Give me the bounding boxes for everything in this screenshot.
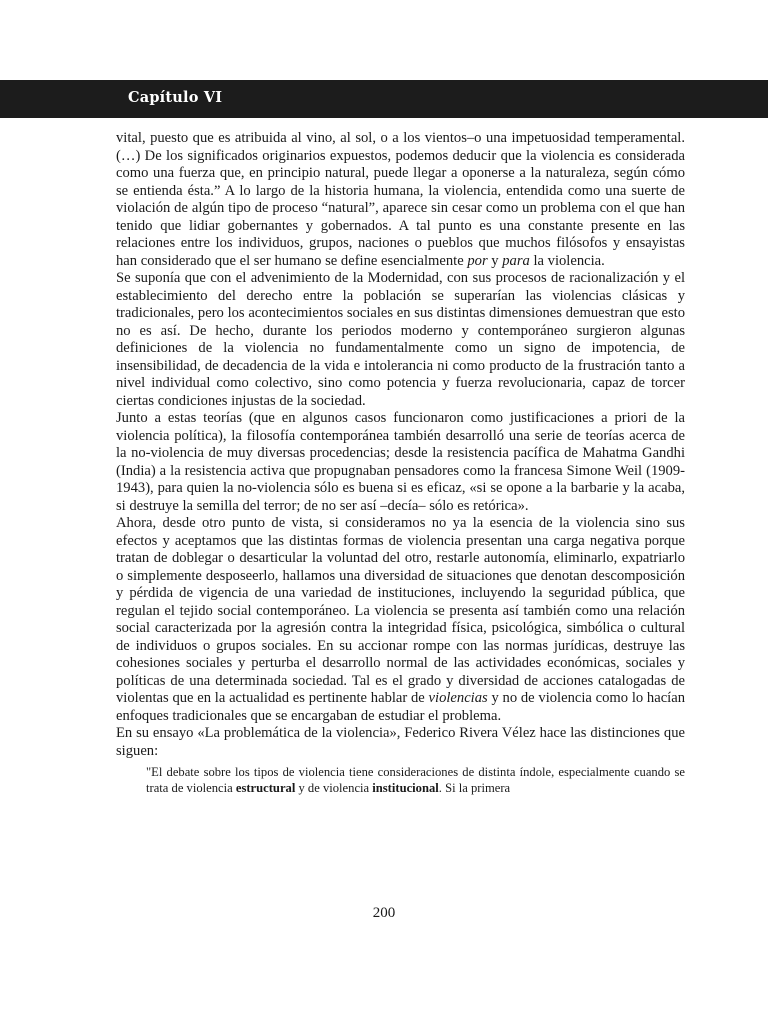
paragraph-3: Junto a estas teorías (que en algunos casos funcionaron como justificaciones a priori de la violencia política), la filosofía contemporánea también desarrolló una serie de teorías acerca de la no-violencia de muy diversas procedencias; desde la resistencia pacífica de Mahatma Gandhi (India) a la resistencia activa que propugnaban pensadores como la francesa Simone Weil (1909-1943), para quien la no-violencia sólo es buena si es eficaz, «si se opone a la barbarie y la acaba, si destruye la semilla del terror; de no ser así –decía– sólo es retórica». bbox=[116, 410, 685, 514]
chapter-title: Capítulo VI bbox=[128, 89, 223, 106]
paragraph-2: Se suponía que con el advenimiento de la Modernidad, con sus procesos de racionalización y el establecimiento del derecho entre la población se superarían las violencias clásicas y tradicionales, pero los acontecimientos sociales en sus distintas dimensiones demuestran que esto no es así. De hecho, durante los periodos moderno y contemporáneo surgieron algunas definiciones de la violencia no fundamentalmente como un signo de impotencia, de insensibilidad, de decadencia de la vida e intolerancia ni como producto de la frustración tanto a nivel individual como colectivo, sino como potencia y fuerza revolucionaria, capaz de torcer ciertas condiciones injustas de la sociedad. bbox=[116, 270, 685, 409]
emphasis-para: para bbox=[502, 252, 530, 269]
quote-bold-estructural: estructural bbox=[235, 781, 296, 795]
page-body bbox=[116, 130, 685, 796]
paragraph-1-text-b: y bbox=[491, 252, 499, 269]
paragraph-4-text-a: Ahora, desde otro punto de vista, si consideramos no ya la esencia de la violencia sino sus efectos y aceptamos que las distintas formas de violencia presentan una carga negativa porque tratan de doblegar o desarticular la voluntad del otro, restarle autonomía, eliminarlo, expatriarlo o simplemente desposeerlo, hallamos una diversidad de situaciones que denotan descomposición y pérdida de vigencia de una variedad de instituciones, incluyendo la seguridad pública, que regulan el tejido social contemporáneo. La violencia se presenta así también como una relación social caracterizada por la agresión contra la integridad física, psicológica, simbólica o cultural de individuos o grupos sociales. En su accionar rompe con las normas jurídicas, destruye las cohesiones sociales y perturba el desarrollo normal de las actividades económicas, sociales y políticas de una determinada sociedad. Tal es el grado y diversidad de acciones catalogadas de violentas que en la actualidad es pertinente hablar de bbox=[116, 515, 685, 706]
paragraph-5: En su ensayo «La problemática de la violencia», Federico Rivera Vélez hace las distinciones que siguen: bbox=[116, 725, 685, 759]
block-quote bbox=[146, 764, 685, 796]
paragraph-1 bbox=[116, 130, 685, 270]
emphasis-violencias: violencias bbox=[428, 690, 488, 706]
quote-text-c: . Si la primera bbox=[438, 781, 511, 795]
quote-text-a: "El debate sobre los tipos de violencia tiene consideraciones de distinta índole, especialmente cuando se trata de violencia bbox=[146, 765, 685, 795]
paragraph-4 bbox=[116, 515, 685, 725]
paragraph-4-text-b: y no de violencia como lo hacían enfoques tradicionales que se encargaban de estudiar el problema. bbox=[116, 690, 685, 724]
emphasis-por: por bbox=[467, 252, 488, 269]
paragraph-1-text-c: la violencia. bbox=[533, 252, 605, 269]
chapter-header-bar bbox=[0, 80, 768, 118]
quote-bold-institucional: institucional bbox=[372, 781, 439, 795]
page-number: 200 bbox=[372, 905, 396, 921]
paragraph-1-text-a: vital, puesto que es atribuida al vino, al sol, o a los vientos–o una impetuosidad temperamental. (…) De los significados originarios expuestos, podemos deducir que la violencia es considerada como una fuerza que, en principio natural, puede llegar a oponerse a la naturaleza, según cómo se entienda ésta.” A lo largo de la historia humana, la violencia, entendida como una suerte de violación de algún tipo de proceso “natural”, aparece sin cesar como un problema con el que han tenido que lidiar gobernantes y gobernados. A tal punto es una constante presente en las relaciones entre los individuos, grupos, naciones o pueblos que muchos filósofos y ensayistas han considerado que el ser humano se define esencialmente bbox=[116, 130, 685, 269]
quote-text-b: y de violencia bbox=[298, 781, 370, 795]
